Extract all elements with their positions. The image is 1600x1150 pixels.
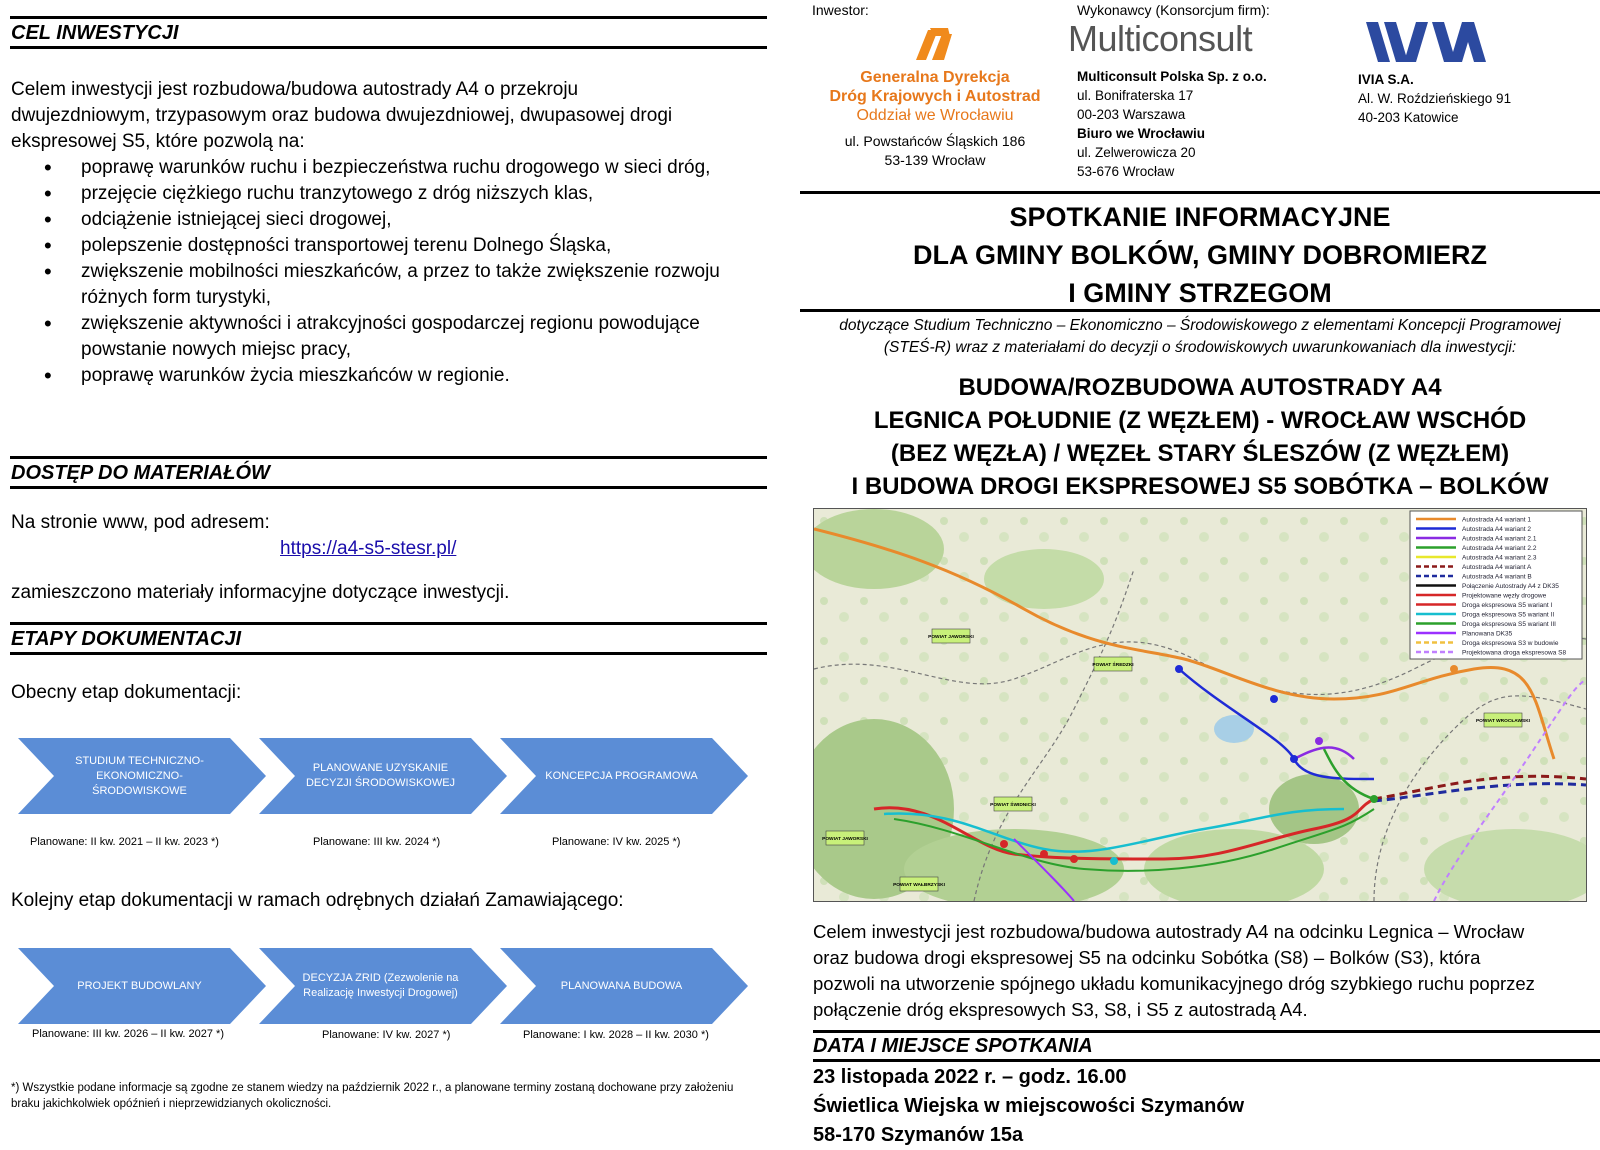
contractors-label: Wykonawcy (Konsorcjum firm):: [1077, 2, 1270, 18]
cel-bullet-list: [11, 155, 761, 389]
legend-label: Droga ekspresowa S5 wariant I: [1462, 602, 1553, 609]
investment-description: [813, 919, 1593, 1023]
gddkia-address: [800, 132, 1070, 170]
stage-chevron: [18, 948, 266, 1024]
gddkia-name-line: Generalna Dyrekcja: [860, 69, 1010, 86]
list-item: • poprawę warunków ruchu i bezpieczeństwa ruchu drogowego w sieci dróg,: [81, 155, 761, 181]
etapy-current-label: Obecny etap dokumentacji:: [11, 682, 242, 703]
list-item: • polepszenie dostępności transportowej terenu Dolnego Śląska,: [81, 233, 761, 259]
description-line: Celem inwestycji jest rozbudowa/budowa autostrady A4 na odcinku Legnica – Wrocław: [813, 921, 1525, 942]
stage-chevron: [18, 738, 266, 814]
list-item: • zwiększenie aktywności i atrakcyjności gospodarczej regionu powodujące powstanie nowych miejsc pracy,: [81, 311, 761, 363]
stage-chevron: [259, 948, 507, 1024]
stage-label: STUDIUM TECHNICZNO-EKONOMICZNO-ŚRODOWISKOWE: [75, 754, 204, 797]
investment-title: [800, 371, 1600, 503]
investment-title-line: I BUDOWA DROGI EKSPRESOWEJ S5 SOBÓTKA – BOLKÓW: [851, 473, 1549, 500]
legend-label: Połączenie Autostrady A4 z DK35: [1462, 583, 1559, 590]
map-canvas: [814, 509, 1586, 901]
list-item: • odciążenie istniejącej sieci drogowej,: [81, 207, 761, 233]
next-stages: [18, 948, 763, 1024]
legend-label: Autostrada A4 wariant 2.2: [1462, 545, 1537, 552]
cel-intro-line: Celem inwestycji jest rozbudowa/budowa autostrady A4 o przekroju: [11, 79, 579, 100]
multiconsult-address: [1077, 67, 1267, 181]
legend-label: Autostrada A4 wariant B: [1462, 573, 1532, 581]
stage-chevron: [259, 738, 507, 814]
title-line: I GMINY STRZEGOM: [1068, 278, 1332, 308]
multiconsult-logo: Multiconsult: [1068, 18, 1253, 59]
meeting-address: 58-170 Szymanów 15a: [813, 1124, 1024, 1146]
materials-link[interactable]: https://a4-s5-stesr.pl/: [280, 538, 457, 559]
footnote: *) Wszystkie podane informacje są zgodne ze stanem wiedzy na październik 2022 r., a planowane terminy zostaną dochowane przy założeniu braku jakichkolwiek opóźnień i nieprzewidzianych okoliczności.: [11, 1082, 734, 1110]
investment-title-line: BUDOWA/ROZBUDOWA AUTOSTRADY A4: [958, 374, 1442, 401]
page-title: [800, 198, 1600, 312]
etapy-next-label: Kolejny etap dokumentacji w ramach odrębnych działań Zamawiającego:: [11, 890, 624, 911]
subtitle: [800, 315, 1600, 359]
stage-plan: Planowane: III kw. 2024 *): [313, 836, 441, 848]
address-line: 00-203 Warszawa: [1077, 107, 1186, 122]
gddkia-logo-icon: [912, 24, 956, 64]
county-label: POWIAT ŚREDZKI: [1092, 663, 1134, 668]
legend-label: Autostrada A4 wariant 1: [1462, 516, 1532, 524]
meeting-date: 23 listopada 2022 r. – godz. 16.00: [813, 1066, 1127, 1088]
stage-plan: Planowane: IV kw. 2027 *): [322, 1029, 451, 1041]
legend-label: Projektowane węzły drogowe: [1462, 592, 1547, 600]
left-column: [0, 0, 770, 1149]
dostep-line1: Na stronie www, pod adresem:: [11, 512, 270, 533]
cel-intro-line: dwujezdniowym, trzypasowym oraz budowa dwujezdniowej, dwupasowej drogi: [11, 105, 673, 126]
stage-label: KONCEPCJA PROGRAMOWA: [545, 769, 698, 782]
description-line: oraz budowa drogi ekspresowej S5 na odcinku Sobótka (S8) – Bolków (S3), która: [813, 947, 1481, 968]
county-label: POWIAT ŚWIDNICKI: [990, 803, 1036, 808]
legend-label: Autostrada A4 wariant 2.3: [1462, 554, 1537, 562]
divider: [800, 191, 1600, 194]
legend-label: Projektowana droga ekspresowa S8: [1462, 649, 1567, 657]
address-line: 53-676 Wrocław: [1077, 164, 1175, 179]
address-line: ul. Bonifraterska 17: [1077, 88, 1194, 103]
legend-label: Autostrada A4 wariant A: [1462, 564, 1532, 571]
company-name: IVIA S.A.: [1358, 72, 1414, 87]
current-stages: [18, 738, 763, 814]
stage-plan: Planowane: I kw. 2028 – II kw. 2030 *): [523, 1029, 709, 1041]
address-line: Al. W. Roździeńskiego 91: [1358, 91, 1512, 106]
title-line: SPOTKANIE INFORMACYJNE: [1009, 202, 1391, 232]
cel-intro-line: ekspresowej S5, które pozwolą na:: [11, 131, 305, 152]
address-line: 53-139 Wrocław: [884, 152, 986, 168]
stage-label: PROJEKT BUDOWLANY: [77, 979, 202, 992]
legend-label: Autostrada A4 wariant 2: [1462, 526, 1532, 533]
gddkia-name-line: Dróg Krajowych i Autostrad: [829, 88, 1041, 105]
section-heading-cel: CEL INWESTYCJI: [10, 16, 767, 49]
investor-label: Inwestor:: [812, 2, 869, 18]
meeting-place: Świetlica Wiejska w miejscowości Szymanów: [813, 1095, 1245, 1117]
dostep-url-wrap: [280, 536, 680, 562]
county-label: POWIAT WAŁBRZYSKI: [893, 883, 945, 888]
divider: [800, 309, 1600, 312]
title-line: DLA GMINY BOLKÓW, GMINY DOBROMIERZ: [912, 240, 1487, 270]
stage-chevron: [500, 948, 748, 1024]
county-label: POWIAT JAWORSKI: [822, 837, 868, 842]
county-label: POWIAT JAWORSKI: [928, 635, 974, 640]
legend-label: Autostrada A4 wariant 2.1: [1462, 535, 1537, 543]
investment-title-line: (BEZ WĘZŁA) / WĘZEŁ STARY ŚLESZÓW (Z WĘZŁEM): [890, 440, 1510, 467]
stage-label: DECYZJA ZRID (Zezwolenie na Realizację Inwestycji Drogowej): [302, 972, 459, 999]
stage-plan: Planowane: III kw. 2026 – II kw. 2027 *): [32, 1028, 225, 1040]
legend-label: Droga ekspresowa S5 wariant II: [1462, 611, 1555, 619]
right-column: [800, 0, 1600, 1149]
dostep-line2: zamieszczono materiały informacyjne dotyczące inwestycji.: [11, 582, 510, 603]
description-line: pozwoli na utworzenie spójnego układu komunikacyjnego dróg szybkiego ruchu poprzez: [813, 973, 1535, 994]
address-line: ul. Powstańców Śląskich 186: [844, 133, 1026, 149]
subtitle-line: dotyczące Studium Techniczno – Ekonomiczno – Środowiskowego z elementami Koncepcji Programowej: [839, 317, 1561, 334]
address-line: 40-203 Katowice: [1358, 110, 1459, 125]
meeting-details: [813, 1063, 1244, 1150]
list-item: • przejęcie ciężkiego ruchu tranzytowego z dróg niższych klas,: [81, 181, 761, 207]
list-item: • poprawę warunków życia mieszkańców w regionie.: [81, 363, 761, 389]
ivia-logo: [1366, 22, 1496, 64]
stage-plan: Planowane: II kw. 2021 – II kw. 2023 *): [30, 836, 219, 848]
office-name: Biuro we Wrocławiu: [1077, 126, 1206, 141]
address-line: ul. Zelwerowicza 20: [1077, 145, 1196, 160]
section-heading-etapy: ETAPY DOKUMENTACJI: [10, 622, 767, 655]
legend-label: Droga ekspresowa S3 w budowie: [1462, 640, 1559, 647]
company-name: Multiconsult Polska Sp. z o.o.: [1077, 69, 1267, 84]
legend-label: Droga ekspresowa S5 wariant III: [1462, 621, 1556, 628]
cel-text: [11, 77, 761, 389]
route-map: [813, 508, 1587, 902]
legend-label: Planowana DK35: [1462, 630, 1513, 638]
meeting-heading: DATA I MIEJSCE SPOTKANIA: [813, 1030, 1600, 1062]
county-label: POWIAT WROCŁAWSKI: [1475, 719, 1531, 724]
gddkia-name-line: Oddział we Wrocławiu: [856, 107, 1014, 124]
investment-title-line: LEGNICA POŁUDNIE (Z WĘZŁEM) - WROCŁAW WSCHÓD: [873, 407, 1527, 434]
list-item: • zwiększenie mobilności mieszkańców, a przez to także zwiększenie rozwoju różnych form turystyki,: [81, 259, 761, 311]
stage-label: PLANOWANA BUDOWA: [560, 979, 683, 992]
stage-label: PLANOWANE UZYSKANIE DECYZJI ŚRODOWISKOWEJ: [305, 762, 456, 789]
subtitle-line: (STEŚ-R) wraz z materiałami do decyzji o środowiskowych uwarunkowaniach dla inwestycji:: [883, 339, 1517, 356]
description-line: połączenie dróg ekspresowych S3, S8, i S5 z autostradą A4.: [813, 999, 1308, 1020]
ivia-address: [1358, 70, 1511, 127]
stage-plan: Planowane: IV kw. 2025 *): [552, 836, 681, 848]
gddkia-name: [800, 68, 1070, 125]
stage-chevron: [500, 738, 748, 814]
section-heading-dostep: DOSTĘP DO MATERIAŁÓW: [10, 456, 767, 489]
